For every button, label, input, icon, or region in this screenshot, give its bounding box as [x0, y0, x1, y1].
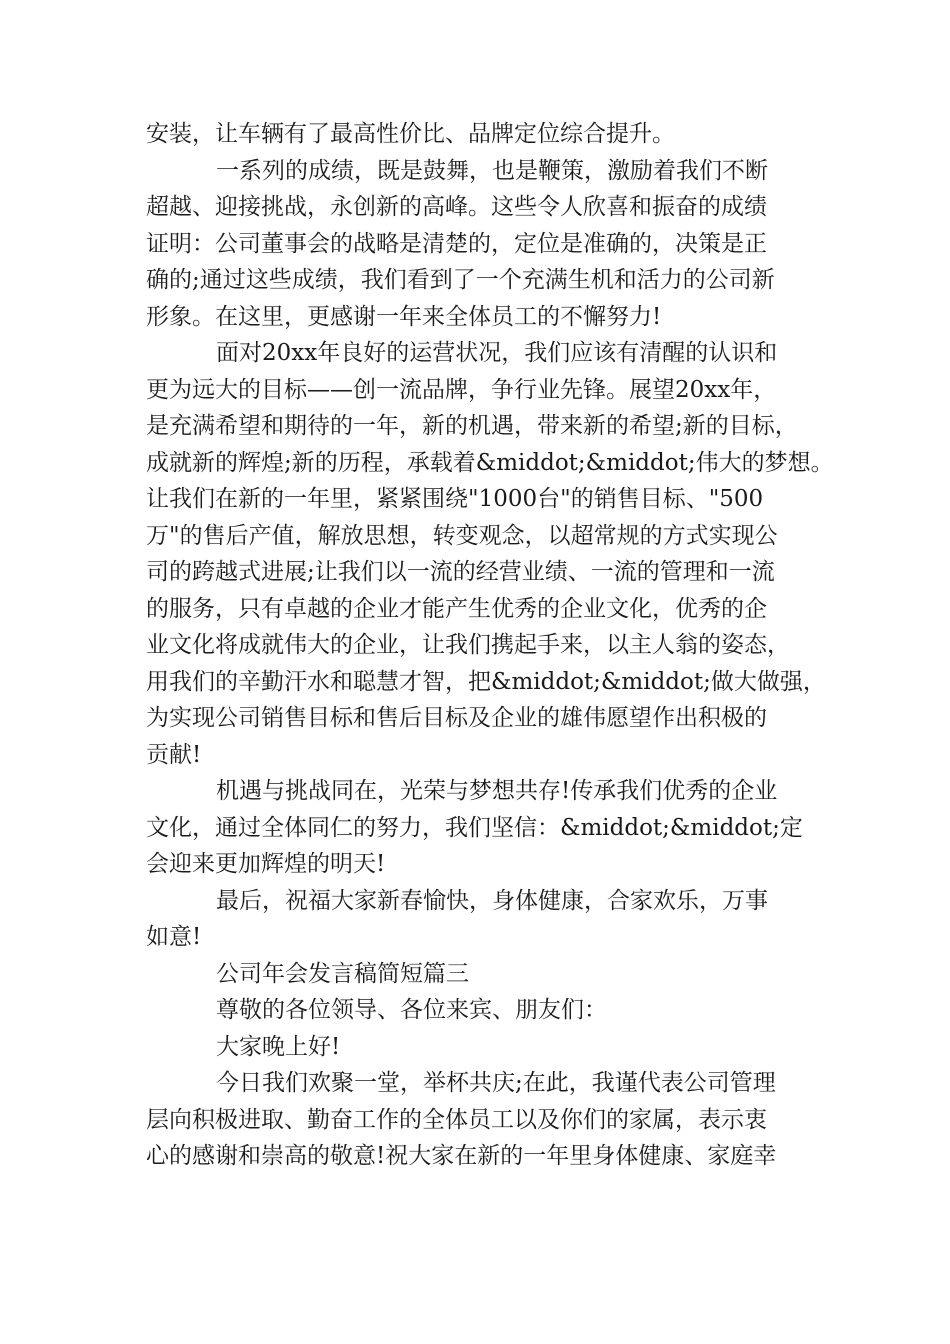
text-line: 大家晚上好! [216, 1033, 341, 1060]
text-line: 用我们的辛勤汗水和聪慧才智，把&middot;&middot;做大做强， [146, 668, 826, 695]
text-line: 更为远大的目标——创一流品牌，争行业先锋。展望20xx年， [146, 376, 777, 403]
text-line: 安装，让车辆有了最高性价比、品牌定位综合提升。 [146, 121, 675, 147]
text-line: 形象。在这里，更感谢一年来全体员工的不懈努力! [146, 303, 662, 330]
text-line: 心的感谢和崇高的敬意!祝大家在新的一年里身体健康、家庭幸 [146, 1143, 777, 1169]
text-line: 公司年会发言稿简短篇三 [216, 960, 469, 987]
text-line: 最后，祝福大家新春愉快，身体健康，合家欢乐，万事 [216, 887, 768, 914]
text-line: 一系列的成绩，既是鼓舞，也是鞭策，激励着我们不断 [216, 157, 768, 184]
text-line: 尊敬的各位领导、各位来宾、朋友们： [216, 997, 607, 1023]
text-line: 司的跨越式进展;让我们以一流的经营业绩、一流的管理和一流 [146, 559, 775, 585]
text-line: 会迎来更加辉煌的明天! [146, 851, 386, 877]
text-line: 面对20xx年良好的运营状况，我们应该有清醒的认识和 [216, 340, 778, 366]
text-line: 成就新的辉煌;新的历程，承载着&middot;&middot;伟大的梦想。 [146, 449, 834, 476]
text-line: 贡献! [146, 741, 202, 768]
text-line: 万"的售后产值，解放思想，转变观念，以超常规的方式实现公 [146, 522, 778, 549]
text-line: 超越、迎接挑战，永创新的高峰。这些令人欣喜和振奋的成绩 [146, 194, 767, 220]
text-line: 确的;通过这些成绩，我们看到了一个充满生机和活力的公司新 [146, 267, 775, 293]
text-line: 机遇与挑战同在，光荣与梦想共存!传承我们优秀的企业 [216, 778, 778, 804]
text-line: 如意! [146, 924, 202, 950]
text-line: 是充满希望和期待的一年，新的机遇，带来新的希望;新的目标， [146, 413, 798, 439]
text-line: 证明：公司董事会的战略是清楚的，定位是准确的，决策是正 [146, 230, 767, 257]
text-line: 为实现公司销售目标和售后目标及企业的雄伟愿望作出积极的 [146, 705, 767, 731]
text-line: 的服务，只有卓越的企业才能产生优秀的企业文化，优秀的企 [146, 595, 767, 622]
text-line: 让我们在新的一年里，紧紧围绕"1000台"的销售目标、"500 [146, 486, 764, 512]
document-body [146, 116, 834, 1175]
text-line: 业文化将成就伟大的企业，让我们携起手来，以主人翁的姿态， [146, 632, 790, 658]
text-line: 层向积极进取、勤奋工作的全体员工以及你们的家属，表示衷 [146, 1106, 767, 1133]
text-line: 文化，通过全体同仁的努力，我们坚信：&middot;&middot;定 [146, 814, 803, 841]
text-line: 今日我们欢聚一堂，举杯共庆;在此，我谨代表公司管理 [216, 1070, 776, 1096]
